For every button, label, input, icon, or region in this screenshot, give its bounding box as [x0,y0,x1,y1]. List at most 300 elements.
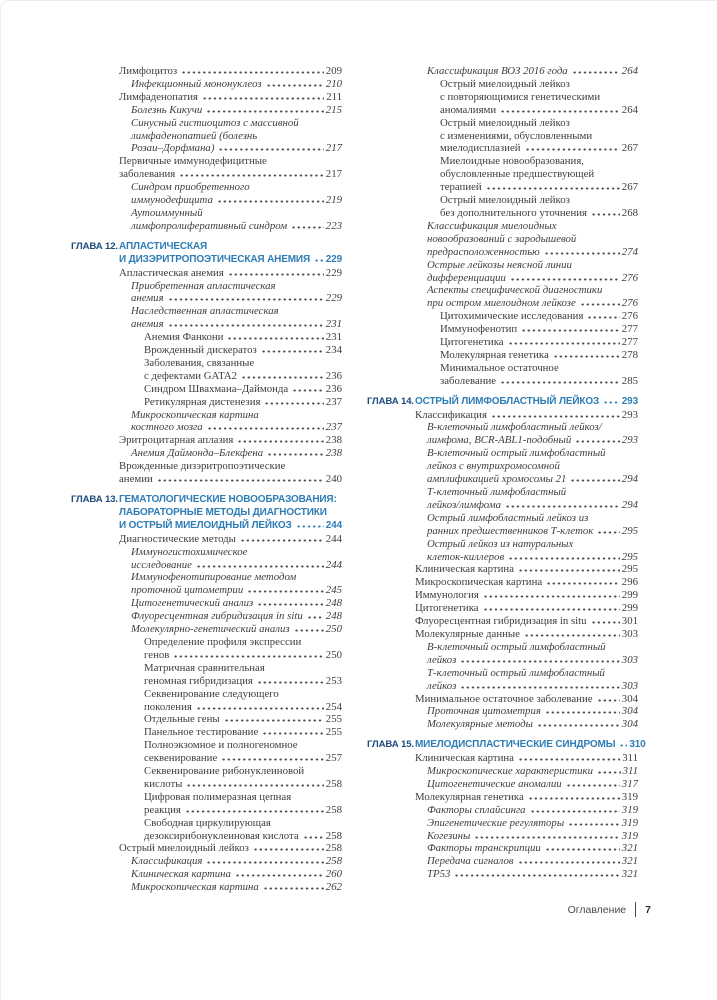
dot-leader [292,384,324,392]
page-number: 301 [621,615,638,628]
entry-text-line: Заболевания, связанные [144,356,255,369]
entry-text: Отдельные гены [144,713,220,726]
dot-leader [202,92,324,100]
toc-entry [71,207,342,233]
toc-row [144,383,342,396]
dot-leader [546,577,620,585]
page-number: 293 [621,434,638,447]
dot-leader [241,371,324,379]
entry-text-line: Матричная сравнительная [144,661,265,674]
toc-row [119,520,342,533]
dot-leader [218,143,323,151]
entry-text: исследование [131,558,192,571]
toc-row [131,78,342,91]
dot-leader [307,611,324,619]
page-number: 257 [325,752,342,765]
dot-leader [474,831,619,839]
page-number: 253 [325,674,342,687]
page-number: 258 [325,777,342,790]
chapter-title [119,494,342,533]
entry-text: анемии [119,473,153,486]
page-number: 209 [325,65,342,77]
page-number: 255 [325,713,342,726]
toc-entry [71,791,342,817]
chapter-title-line: ГЕМАТОЛОГИЧЕСКИЕ НОВООБРАЗОВАНИЯ: [119,494,337,505]
page-number: 237 [325,395,342,408]
entry-text: Инфекционный мононуклеоз [131,77,262,90]
entry-text: Иммунофенотип [440,323,518,336]
entry-text: аномалиями [440,103,497,116]
page-number: 303 [621,679,638,692]
page-number: 244 [325,558,342,571]
toc-row [119,254,342,267]
page-number: 262 [325,881,342,894]
toc-entry [367,791,638,804]
page-number: 234 [325,344,342,357]
toc-entry [367,765,638,778]
dot-leader [518,753,620,761]
entry-text: лейкоз [427,679,457,692]
entry-text: Эритроцитарная аплазия [119,434,234,447]
dot-leader [460,681,620,689]
page-number: 296 [621,576,638,589]
footer-section-label: Оглавление [567,903,627,916]
entry-text-line: Т-клеточный острый лимфобластный [427,666,605,679]
entry-text: миелодисплазией [440,142,521,155]
dot-leader [537,719,620,727]
toc-entry [71,855,342,868]
entry-text-line: Наследственная апластическая [131,305,279,318]
entry-text-line: с повторяющимися генетическими [440,90,601,103]
page-footer [568,902,651,917]
entry-text: Цитогенетические аномалии [427,777,562,790]
toc-row [131,855,342,868]
toc-row [427,705,638,718]
entry-text: Синдром Швахмана–Даймонда [144,382,289,395]
toc-entry [367,323,638,336]
dot-leader [296,520,324,528]
entry-text: И ДИЗЭРИТРОПОЭТИЧЕСКАЯ АНЕМИЯ [119,253,310,265]
page-number: 293 [621,408,638,421]
toc-row [427,765,638,778]
dot-leader [603,396,620,404]
entry-text: Флуоресцентная гибридизация in situ [131,610,303,623]
dot-leader [168,319,324,327]
dot-leader [566,779,620,787]
toc-entry [71,396,342,409]
toc-row [427,525,638,538]
entry-text-line: Полноэкзомное и полногеномное [144,739,298,752]
toc-entry [71,78,342,91]
toc-row [131,220,342,233]
page-number: 223 [325,219,342,232]
dot-leader [168,293,324,301]
toc-row [415,589,638,602]
toc-entry [71,868,342,881]
toc-entry [71,65,342,78]
page-number: 255 [325,726,342,739]
toc-row [131,318,342,331]
toc-row [131,104,342,117]
toc-row [427,473,638,486]
page-number: 211 [326,90,342,103]
toc-entry [367,855,638,868]
toc-row [427,499,638,512]
toc-row [131,610,342,623]
page-number: 276 [621,310,638,323]
chapter-title-line: АПЛАСТИЧЕСКАЯ [119,240,208,252]
chapter-title-line: ЛАБОРАТОРНЫЕ МЕТОДЫ ДИАГНОСТИКИ [119,506,327,518]
dot-leader [580,298,620,306]
entry-text: анемия [131,292,164,305]
toc-row [415,576,638,589]
page-number: 219 [325,194,342,207]
toc-row [440,349,638,362]
entry-text: Флуоресцентная гибридизация in situ [415,615,587,628]
chapter-heading [71,494,342,533]
toc-row [427,434,638,447]
toc-row [415,739,646,752]
page-number: 274 [621,245,638,258]
toc-row [131,292,342,305]
page-number: 294 [621,498,638,511]
entry-text: Молекулярные данные [415,627,520,640]
toc-entry [367,409,638,422]
page-number: 267 [621,142,638,155]
page-number: 319 [621,829,638,842]
toc-entry [367,804,638,817]
entry-text: Молекулярная генетика [440,348,549,361]
toc-row [119,91,342,104]
entry-text: Молекулярные методы [427,718,533,731]
toc-row [131,868,342,881]
toc-entry [71,104,342,117]
toc-row [427,778,638,791]
dot-leader [491,410,620,418]
entry-text: лимфома, BCR-ABL1-подобный [427,434,572,447]
toc-entry [367,641,638,667]
entry-text: Анемия Даймонда–Блекфена [131,447,264,460]
entry-text: Факторы транскрипции [427,842,541,855]
toc-row [427,842,638,855]
toc-entry [367,667,638,693]
toc-row [119,267,342,280]
entry-text: проточной цитометрии [131,584,244,597]
entry-text: реакция [144,803,181,816]
entry-text: Цитогенетический анализ [131,597,254,610]
dot-leader [545,706,620,714]
toc-row [131,559,342,572]
dot-leader [619,739,627,747]
toc-entry [71,357,342,383]
page-number: 258 [325,803,342,816]
page-number: 321 [621,868,638,881]
toc-entry [71,280,342,306]
dot-leader [206,105,324,113]
page-number: 238 [325,447,342,460]
entry-text-line: новообразований с зародышевой [427,232,577,245]
toc-entry [367,563,638,576]
toc-row [144,370,342,383]
toc-entry [367,362,638,388]
page-number: 295 [621,550,638,563]
toc-entry [367,615,638,628]
page-number: 277 [621,336,638,349]
toc-entry [367,693,638,706]
dot-leader [597,694,620,702]
dot-leader [266,79,324,87]
entry-text: поколения [144,700,192,713]
entry-text: Апластическая анемия [119,266,224,279]
entry-text: Микроскопическая картина [131,881,259,894]
toc-entry [71,331,342,344]
toc-entry [71,571,342,597]
page-number: 310 [629,739,646,751]
entry-text: И ОСТРЫЙ МИЕЛОИДНЫЙ ЛЕЙКОЗ [119,519,292,531]
dot-leader [587,311,619,319]
page-number: 238 [325,434,342,447]
dot-leader [173,650,323,658]
page-number: 260 [325,868,342,881]
toc-row [415,752,638,765]
toc-entry [367,220,638,259]
page-number: 244 [325,519,342,531]
toc-row [427,868,638,881]
toc-entry [71,267,342,280]
toc-entry [367,421,638,447]
toc-entry [71,409,342,435]
page-number: 294 [621,473,638,486]
entry-text: кислоты [144,777,183,790]
entry-text-line: Острый миелоидный лейкоз [440,116,570,129]
page-number: 240 [325,473,342,486]
dot-leader [483,590,620,598]
dot-leader [157,474,324,482]
toc-entry [71,155,342,181]
toc-row [440,104,638,117]
dot-leader [544,247,620,255]
toc-entry [71,726,342,739]
dot-leader [510,273,620,281]
entry-text: Розаи–Дорфмана) [131,142,215,155]
toc-entry [71,546,342,572]
toc-entry [367,259,638,285]
entry-text: Микроскопическая картина [415,576,543,589]
toc-entry [367,310,638,323]
toc-row [415,396,638,409]
dot-leader [518,564,620,572]
chapter-title [415,739,646,752]
entry-text: Цитохимические исследования [440,310,584,323]
toc-entry [367,705,638,718]
dot-leader [530,805,620,813]
entry-text: Минимальное остаточное заболевание [415,692,593,705]
toc-row [144,804,342,817]
toc-row [440,207,638,220]
entry-text: иммунодефицита [131,194,213,207]
entry-text: Передача сигналов [427,855,514,868]
toc-row [131,142,342,155]
toc-entry [71,533,342,546]
page-number: 319 [621,790,638,803]
entry-text-line: Миелоидные новообразования, [440,155,585,168]
toc-row [427,246,638,259]
page-number: 277 [621,323,638,336]
toc-entry [367,486,638,512]
page-number: 321 [621,842,638,855]
entry-text-line: Цифровая полимеразная цепная [144,790,292,803]
toc-entry [71,623,342,636]
toc-row [131,194,342,207]
page-number: 276 [621,297,638,310]
entry-text-line: Первичные иммунодефицитные [119,155,267,168]
page-number: 236 [325,382,342,395]
page-number: 250 [325,648,342,661]
page-number: 299 [621,589,638,602]
entry-text: Проточная цитометрия [427,705,541,718]
toc-row [427,680,638,693]
dot-leader [524,629,620,637]
chapter-number-label: ГЛАВА 13. [71,494,118,505]
toc-entry [367,117,638,156]
page-number: 215 [325,103,342,116]
page-number: 319 [621,816,638,829]
toc-row [119,65,342,78]
page-number: 268 [621,206,638,219]
entry-text-line: Определение профиля экспрессии [144,635,302,648]
page-number: 321 [621,855,638,868]
page-number: 264 [621,65,638,77]
dot-leader [186,779,323,787]
page-number: 248 [325,597,342,610]
entry-text-line: Приобретенная апластическая [131,279,276,292]
toc-row [144,726,342,739]
entry-text: с дефектами GATA2 [144,369,238,382]
toc-entry [367,589,638,602]
entry-text: Лимфаденопатия [119,90,198,103]
toc-row [119,533,342,546]
page-number: 254 [325,700,342,713]
entry-text-line: Острый лимфобластный лейкоз из [427,511,589,524]
page-number: 299 [621,602,638,615]
toc-row [144,675,342,688]
dot-leader [505,500,620,508]
toc-row [144,752,342,765]
toc-row [144,713,342,726]
entry-text: Микроскопические характеристики [427,765,593,778]
page-number: 304 [621,718,638,731]
toc-entry [71,447,342,460]
toc-row [427,551,638,564]
entry-text-line: Т-клеточный лимфобластный [427,486,567,498]
toc-row [131,597,342,610]
entry-text: Клиническая картина [415,752,514,765]
page-number: 304 [621,705,638,718]
entry-text: Острый миелоидный лейкоз [119,842,249,855]
dot-leader [528,792,620,800]
entry-text-line: Микроскопическая картина [131,408,259,421]
toc-row [440,336,638,349]
toc-row [415,602,638,615]
entry-text: лимфопролиферативный синдром [131,219,288,232]
entry-text-line: с изменениями, обусловленными [440,129,593,142]
entry-text: дезоксирибонуклеиновая кислота [144,829,299,842]
page-number: 264 [621,103,638,116]
dot-leader [196,702,324,710]
entry-text: TP53 [427,868,451,881]
toc-row [415,791,638,804]
entry-text-line: Синдром приобретенного [131,181,250,194]
toc-row [119,842,342,855]
toc-entry [367,868,638,881]
page-number: 258 [325,829,342,842]
page-number: 293 [621,395,638,407]
entry-text-line: Классификация миелоидных [427,219,557,232]
dot-leader [570,474,619,482]
dot-leader [591,208,620,216]
toc-entry [71,460,342,486]
dot-leader [508,337,620,345]
page-number: 250 [325,623,342,636]
entry-text: при остром миелоидном лейкозе [427,297,576,310]
entry-text: Факторы сплайсинга [427,803,526,816]
toc-row [144,701,342,714]
toc-column-left [71,65,342,894]
page-number: 244 [325,532,342,545]
dot-leader [240,534,324,542]
chapter-heading [367,739,646,752]
toc-entry [71,597,342,610]
page-number: 311 [622,752,638,765]
page-number: 229 [325,292,342,305]
dot-leader [460,655,620,663]
footer-page-number: 7 [645,903,651,916]
dot-leader [314,254,324,262]
page-number: 278 [621,348,638,361]
toc-entry [367,155,638,194]
chapter-number-label: ГЛАВА 15. [367,739,414,751]
toc-entry [367,602,638,615]
entry-text-line: лимфаденопатией (болезнь [131,129,258,142]
toc-entry [71,765,342,791]
toc-row [415,409,638,422]
page-number: 217 [325,168,342,181]
dot-leader [224,714,324,722]
entry-text-line: В-клеточный острый лимфобластный [427,447,606,460]
dot-leader [294,624,324,632]
toc-entry [71,305,342,331]
toc-entry [367,817,638,830]
entry-text: Клиническая картина [131,868,231,881]
dot-leader [181,66,324,74]
entry-text-line: Аспекты специфической диагностики [427,284,603,297]
dot-leader [572,66,620,74]
toc-row [119,434,342,447]
page-number: 276 [621,271,638,284]
toc-entry [367,576,638,589]
toc-row [427,855,638,868]
dot-leader [185,805,324,813]
toc-entry [71,713,342,726]
dot-leader [303,831,324,839]
toc-entry [71,117,342,156]
toc-row [131,881,342,894]
entry-text-line: Синусный гистиоцитоз с массивной [131,116,299,129]
dot-leader [508,552,620,560]
toc-row [440,323,638,336]
chapter-heading [367,396,638,409]
entry-text: ОСТРЫЙ ЛИМФОБЛАСТНЫЙ ЛЕЙКОЗ [415,395,600,407]
